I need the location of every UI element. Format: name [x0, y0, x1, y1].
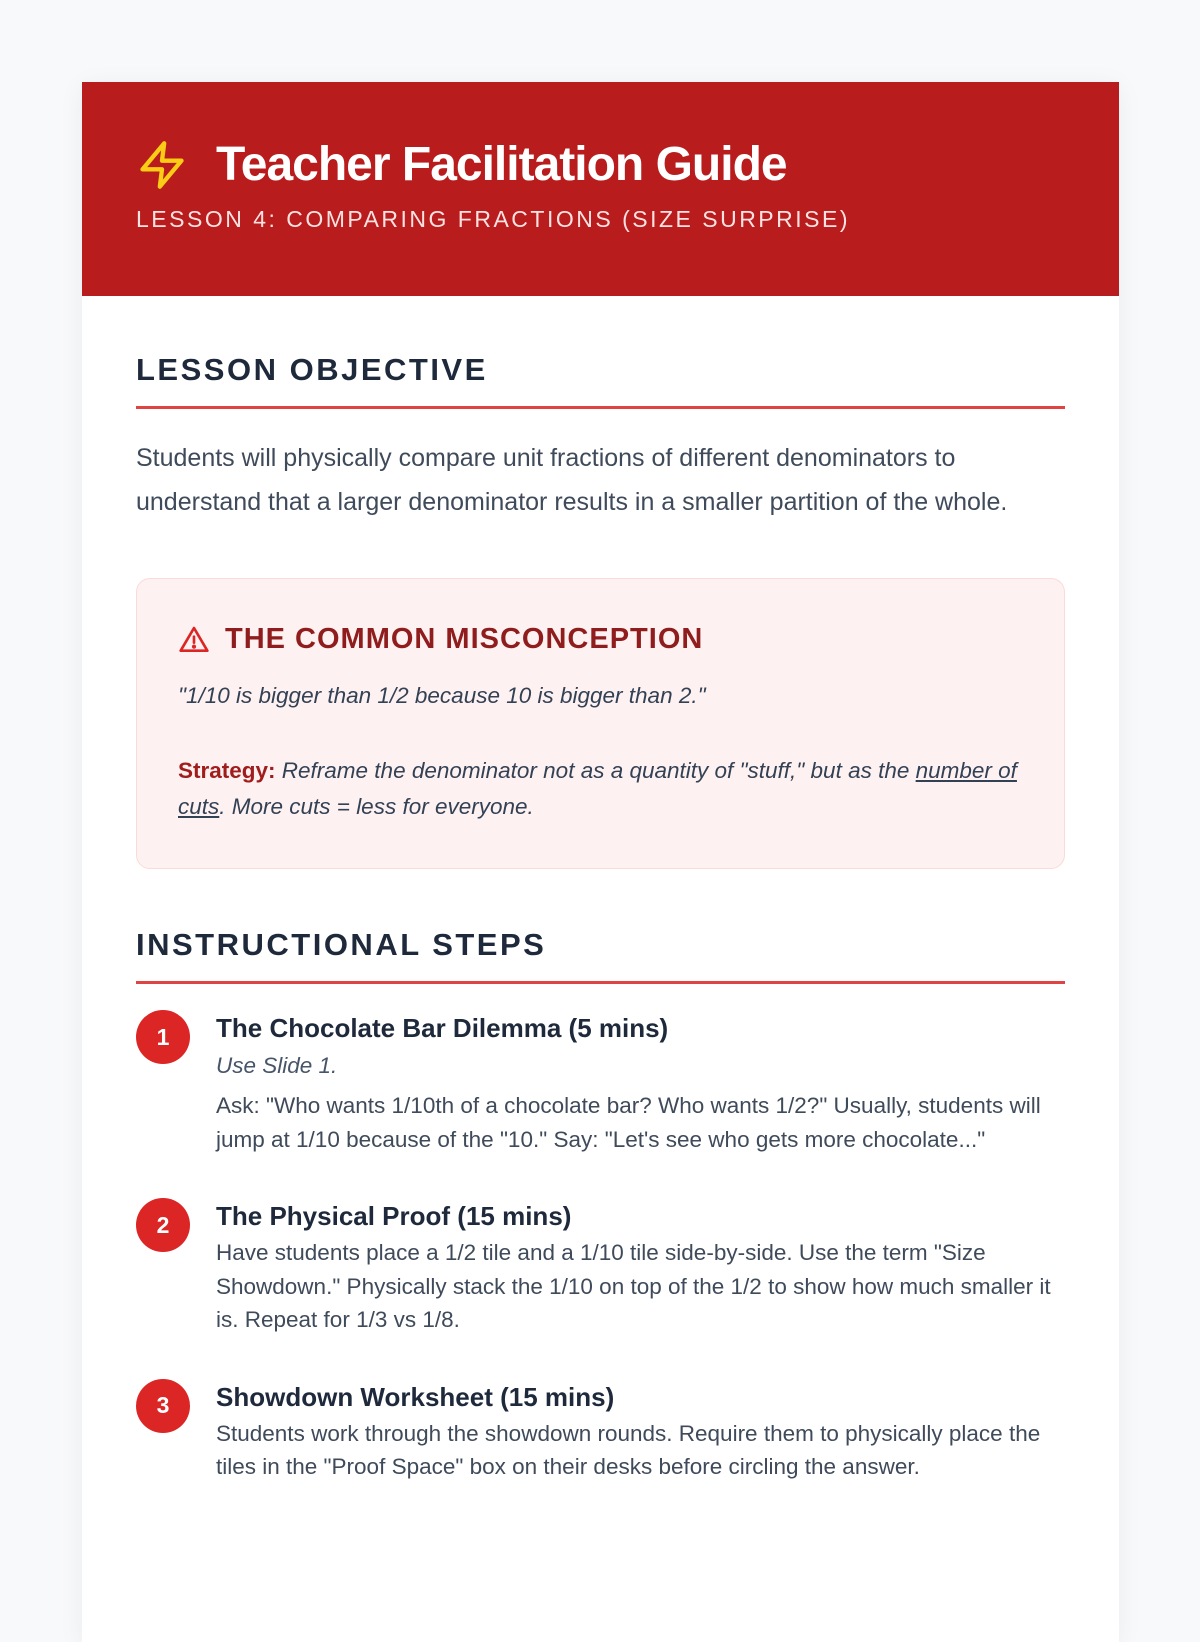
steps-list — [136, 1010, 1065, 1484]
step-content — [216, 1198, 1065, 1337]
misconception-quote: "1/10 is bigger than 1/2 because 10 is bigger than 2." — [178, 683, 706, 708]
lesson-subtitle: LESSON 4: COMPARING FRACTIONS (SIZE SURPRISE) — [136, 206, 850, 232]
guide-header — [82, 82, 1119, 296]
strategy-label: Strategy: — [178, 758, 276, 783]
step-slide-note: Use Slide 1. — [216, 1053, 338, 1078]
objective-text: Students will physically compare unit fractions of different denominators to understand that a larger denominator results in a smaller partition of the whole. — [136, 444, 1008, 516]
strategy-text: Reframe the denominator not as a quantity of "stuff," but as the — [275, 758, 916, 783]
page-title: Teacher Facilitation Guide — [216, 138, 787, 191]
step-number-badge: 2 — [136, 1198, 190, 1252]
strategy-text-end: . More cuts = less for everyone. — [219, 794, 534, 819]
step-number-badge: 1 — [136, 1010, 190, 1064]
step-number-badge: 3 — [136, 1379, 190, 1433]
misconception-callout — [136, 578, 1065, 869]
step-description: Ask: "Who wants 1/10th of a chocolate bar? Who wants 1/2?" Usually, students will jump at 1/10 because of the "10." Say: "Let's see who gets more chocolate..." — [216, 1093, 1041, 1152]
step-content — [216, 1010, 1065, 1156]
steps-heading: INSTRUCTIONAL STEPS — [136, 927, 1065, 984]
step-content — [216, 1379, 1065, 1484]
step-title: The Physical Proof (15 mins) — [216, 1201, 572, 1231]
step-item — [136, 1198, 1065, 1337]
step-description: Students work through the showdown rounds. Require them to physically place the tiles in the "Proof Space" box on their desks before circling the answer. — [216, 1420, 1041, 1479]
step-item — [136, 1010, 1065, 1156]
step-description: Have students place a 1/2 tile and a 1/10 tile side-by-side. Use the term "Size Showdown." Physically stack the 1/10 on top of the 1/2 to show how much smaller it is. Repeat for 1/3 vs 1/8. — [216, 1240, 1051, 1332]
warning-triangle-icon — [178, 624, 210, 656]
strategy-paragraph — [178, 753, 1023, 825]
step-item — [136, 1379, 1065, 1484]
misconception-title-row — [178, 623, 1023, 656]
header-title-row — [136, 82, 1065, 194]
objective-heading: LESSON OBJECTIVE — [136, 352, 1065, 409]
guide-body — [82, 352, 1119, 1484]
step-title: The Chocolate Bar Dilemma (5 mins) — [216, 1013, 669, 1043]
lightning-bolt-icon — [136, 139, 188, 191]
step-title: Showdown Worksheet (15 mins) — [216, 1381, 615, 1412]
strategy-emphasis: number of cuts — [178, 758, 1017, 819]
misconception-title: THE COMMON MISCONCEPTION — [225, 623, 704, 655]
facilitation-guide-card — [82, 82, 1119, 1642]
